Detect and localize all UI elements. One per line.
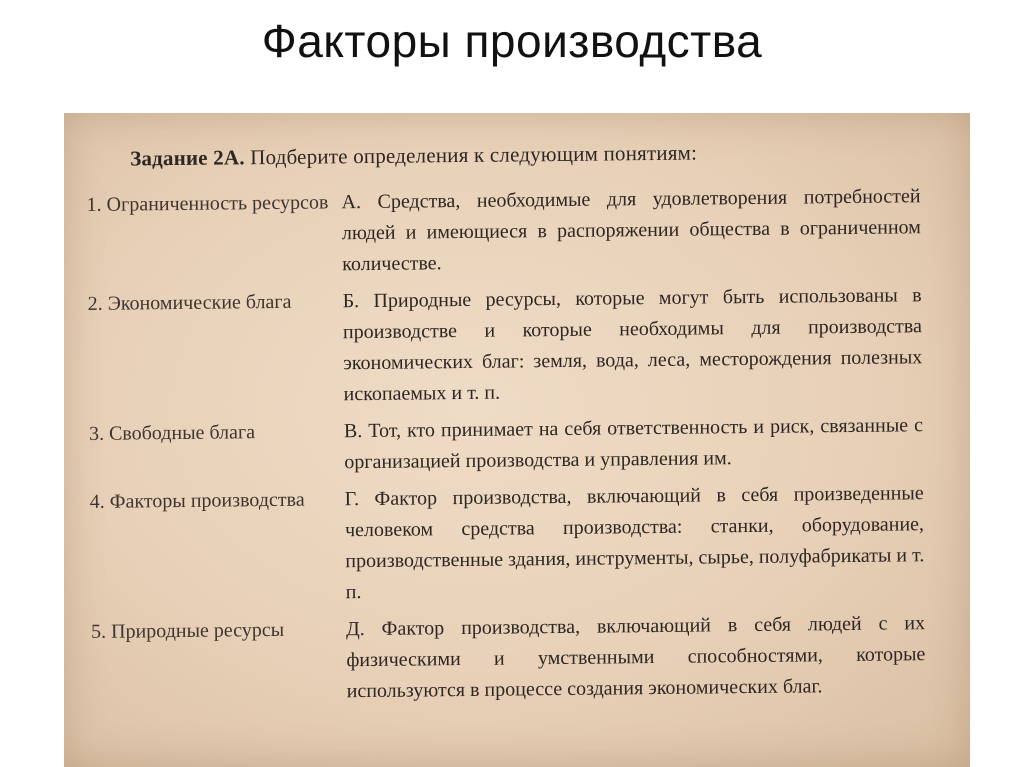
term-item: 4. Факторы производства <box>89 488 305 513</box>
term-item: 5. Природные ресурсы <box>90 618 285 643</box>
definition-item: В. Тот, кто принимает на себя ответственность и риск, связанные с организацией производства и управления им. <box>343 414 924 474</box>
definition-item: Д. Фактор производства, включающий в себя людей с их физическими и умственными способностями, которые используются в процессе создания экономических благ. <box>345 612 926 703</box>
textbook-page <box>82 138 948 716</box>
term-item: 2. Экономические блага <box>87 290 292 315</box>
textbook-photo <box>64 113 970 767</box>
matching-row-3 <box>85 410 946 481</box>
definition-item: Б. Природные ресурсы, которые могут быть использованы в производстве и которые необходимы для производства экономических благ: земля, вода, леса, месторождения полезных ископаемых и т. п. <box>342 284 923 406</box>
slide-title: Факторы производства <box>261 15 763 67</box>
term-item: 3. Свободные блага <box>88 421 256 445</box>
term-item: 1. Ограниченность ресурсов <box>86 191 329 216</box>
definition-item: Г. Фактор производства, включающий в себя произведенные человеком средства производства: станки, оборудование, производственные здания, инструменты, сырье, полуфабрикаты и т. п. <box>344 482 925 604</box>
definition-item: А. Средства, необходимые для удовлетворения потребностей людей и имеющиеся в распоряжении общества в ограниченном количестве. <box>341 185 922 276</box>
matching-row-1 <box>82 181 943 283</box>
task-instruction: Подберите определения к следующим понятиям: <box>250 140 698 170</box>
task-label: Задание 2А. <box>129 145 245 171</box>
matching-row-4 <box>86 478 947 611</box>
matching-row-5 <box>87 608 948 710</box>
task-heading <box>130 138 942 172</box>
matching-row-2 <box>83 280 944 413</box>
